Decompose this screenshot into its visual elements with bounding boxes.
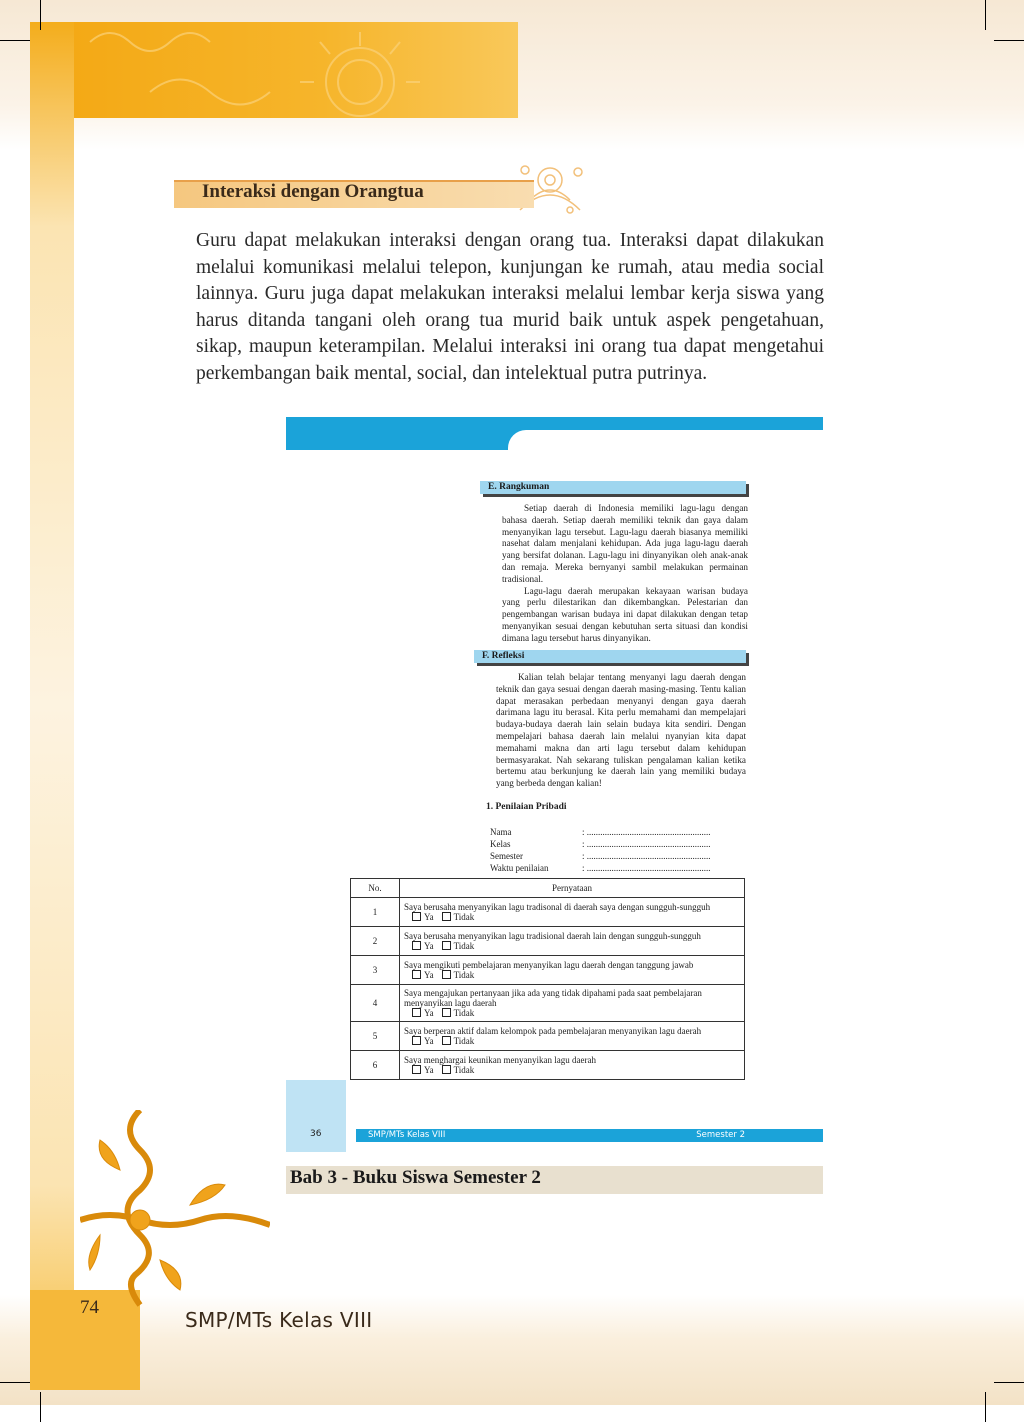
table-row: [351, 1022, 745, 1051]
option-no-label: Tidak: [453, 941, 475, 951]
checkbox-yes[interactable]: [412, 912, 421, 921]
header-no: No.: [351, 879, 400, 898]
checkbox-no[interactable]: [442, 941, 451, 950]
field-label: Waktu penilaian: [490, 863, 549, 873]
field-value: : .......................................................: [582, 863, 711, 873]
corner-flourish-icon: [80, 1110, 270, 1310]
statement-text: Saya menghargai keunikan menyanyikan lagu daerah: [404, 1055, 597, 1065]
crop-mark: [0, 40, 30, 41]
statement-text: Saya mengajukan pertanyaan jika ada yang tidak dipahami pada saat pembelajaran menyanyikan lagu daerah: [404, 988, 702, 1008]
page-number: 74: [80, 1297, 99, 1318]
field-label: Semester: [490, 851, 523, 861]
left-decorative-strip: [30, 22, 74, 1390]
row-number: 3: [351, 956, 400, 985]
statement-text: Saya berusaha menyanyikan lagu tradisonal di daerah saya dengan sungguh-sungguh: [404, 902, 711, 912]
embedded-page-number: 36: [310, 1129, 322, 1139]
field-value: : .......................................................: [582, 839, 711, 849]
option-yes-label: Ya: [424, 1036, 434, 1046]
checkbox-yes[interactable]: [412, 970, 421, 979]
option-no-label: Tidak: [453, 912, 475, 922]
checkbox-no[interactable]: [442, 1065, 451, 1074]
table-row: [351, 927, 745, 956]
sun-ornament-icon: [30, 22, 518, 118]
rangkuman-paragraph-2: Lagu-lagu daerah merupakan kekayaan warisan budaya yang perlu dilestarikan dan dikembangkan. Pelestarian dan pengembangan warisan budaya ini dapat dilakukan dengan tetap menyanyikan sesuai dengan kebutuhan serta situasi dan kondisi dimana lagu tersebut harus dinyanyikan.: [502, 585, 748, 643]
row-number: 6: [351, 1051, 400, 1080]
field-label: Kelas: [490, 839, 511, 849]
checkbox-no[interactable]: [442, 912, 451, 921]
checkbox-yes[interactable]: [412, 1036, 421, 1045]
row-statement: [400, 1022, 745, 1051]
field-label: Nama: [490, 827, 512, 837]
option-yes-label: Ya: [424, 912, 434, 922]
row-number: 2: [351, 927, 400, 956]
table-row: [351, 985, 745, 1022]
embedded-footer-right: Semester 2: [696, 1130, 745, 1140]
checkbox-yes[interactable]: [412, 1008, 421, 1017]
crop-mark: [40, 1392, 41, 1422]
identity-row: [490, 850, 750, 862]
statement-text: Saya berusaha menyanyikan lagu tradisional daerah lain dengan sungguh-sungguh: [404, 931, 701, 941]
footer-decoration: [0, 1295, 1024, 1405]
table-row: [351, 956, 745, 985]
identity-row: [490, 838, 750, 850]
row-number: 5: [351, 1022, 400, 1051]
penilaian-title: 1. Penilaian Pribadi: [486, 802, 567, 812]
header-statement: Pernyataan: [400, 879, 745, 898]
identity-row: [490, 862, 750, 874]
table-row: [351, 898, 745, 927]
row-number: 4: [351, 985, 400, 1022]
crop-mark: [0, 1382, 30, 1383]
option-no-label: Tidak: [453, 1065, 475, 1075]
option-no-label: Tidak: [453, 970, 475, 980]
refleksi-heading: F. Refleksi: [474, 650, 746, 663]
crop-mark: [985, 0, 986, 30]
table-row: [351, 1051, 745, 1080]
embedded-page-caption: Bab 3 - Buku Siswa Semester 2: [290, 1167, 541, 1188]
option-yes-label: Ya: [424, 941, 434, 951]
crop-mark: [985, 1392, 986, 1422]
checkbox-no[interactable]: [442, 970, 451, 979]
row-statement: [400, 898, 745, 927]
crop-mark: [994, 1382, 1024, 1383]
row-statement: [400, 985, 745, 1022]
embedded-page-footer-bar: [356, 1129, 823, 1142]
section-title: Interaksi dengan Orangtua: [202, 181, 424, 202]
statement-text: Saya mengikuti pembelajaran menyanyikan lagu daerah dengan tanggung jawab: [404, 960, 694, 970]
option-yes-label: Ya: [424, 970, 434, 980]
header-orange-block: [30, 22, 518, 118]
crop-mark: [40, 0, 41, 30]
row-number: 1: [351, 898, 400, 927]
identity-row: [490, 826, 750, 838]
refleksi-text: [496, 672, 746, 790]
table-header-row: [351, 879, 745, 898]
embedded-footer-left: SMP/MTs Kelas VIII: [368, 1130, 446, 1140]
option-no-label: Tidak: [453, 1008, 475, 1018]
section-paragraph: Guru dapat melakukan interaksi dengan orang tua. Interaksi dapat dilakukan melalui komunikasi melalui telepon, kunjungan ke rumah, atau media social lainnya. Guru juga dapat melakukan interaksi melalui lembar kerja siswa yang harus ditanda tangani oleh orang tua murid baik untuk aspek pengetahuan, sikap, maupun keterampilan. Melalui interaksi ini orang tua dapat mengetahui perkembangan baik mental, social, dan intelektual putra putrinya.: [196, 230, 824, 384]
crop-mark: [994, 40, 1024, 41]
row-statement: [400, 1051, 745, 1080]
rangkuman-heading: E. Rangkuman: [480, 481, 746, 494]
option-no-label: Tidak: [453, 1036, 475, 1046]
checkbox-yes[interactable]: [412, 941, 421, 950]
checkbox-no[interactable]: [442, 1036, 451, 1045]
checkbox-yes[interactable]: [412, 1065, 421, 1074]
refleksi-paragraph: Kalian telah belajar tentang menyanyi lagu daerah dengan teknik dan gaya sesuai dengan daerah masing-masing. Tentu kalian dapat merasakan perbedaan menyanyi dengan gaya daerah darimana lagu itu berasal. Kita perlu memahami dan mempelajari budaya-budaya daerah lain selain budaya kita sendiri. Dengan mempelajari bahasa daerah lain melalui nyanyian kita dapat memahami makna dan arti lagu tersebut dalam kehidupan bermasyarakat. Nah sekarang tuliskan pengalaman kalian ketika bertemu atau berkunjung ke daerah lain yang memiliki budaya yang berbeda dengan kalian!: [496, 672, 746, 789]
identity-fields: [490, 826, 750, 874]
footer-title: SMP/MTs Kelas VIII: [185, 1308, 373, 1332]
field-value: : .......................................................: [582, 851, 711, 861]
option-yes-label: Ya: [424, 1065, 434, 1075]
option-yes-label: Ya: [424, 1008, 434, 1018]
checkbox-no[interactable]: [442, 1008, 451, 1017]
assessment-table: [350, 878, 745, 1080]
rangkuman-paragraph-1: Setiap daerah di Indonesia memiliki lagu-lagu dengan bahasa daerah. Setiap daerah memiliki teknik dan gaya dalam menyanyikan lagu tersebut. Lagu-lagu daerah biasanya memiliki nasehat dalam menjalani kehidupan. Ada juga lagu-lagu daerah yang bersifat dolanan. Lagu-lagu ini dinyanyikan oleh anak-anak dan remaja. Mereka bernyanyi sambil melakukan permainan tradisional.: [502, 503, 748, 584]
embedded-page-corner-block: [286, 1080, 346, 1152]
embedded-page-header-cutout: [508, 430, 823, 450]
field-value: : .......................................................: [582, 827, 711, 837]
statement-text: Saya berperan aktif dalam kelompok pada pembelajaran menyanyikan lagu daerah: [404, 1026, 702, 1036]
row-statement: [400, 927, 745, 956]
row-statement: [400, 956, 745, 985]
rangkuman-text: [502, 503, 748, 645]
